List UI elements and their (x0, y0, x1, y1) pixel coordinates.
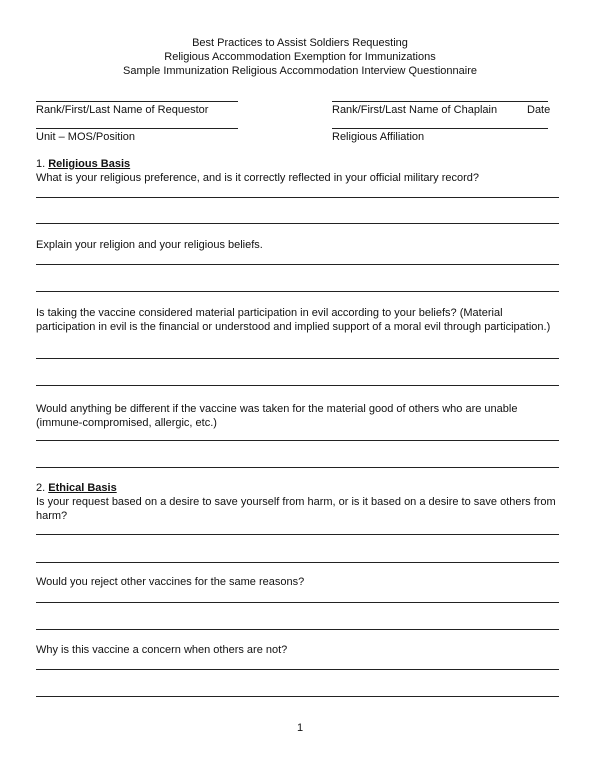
date-label: Date (527, 104, 551, 116)
chaplain-name-line[interactable] (332, 101, 548, 102)
section-title: Ethical Basis (48, 482, 117, 494)
requestor-name-label: Rank/First/Last Name of Requestor (36, 104, 209, 116)
requestor-name-line[interactable] (36, 101, 238, 102)
document-title-line-1: Best Practices to Assist Soldiers Requesting (192, 37, 408, 49)
question-reject-other-vaccines: Would you reject other vaccines for the same reasons? (36, 576, 305, 588)
question-material-participation: Is taking the vaccine considered material participation in evil according to your beliefs? (Material participation in evil is the financial or understood and implied support of a moral evil through participation.) (36, 307, 551, 333)
answer-line[interactable] (36, 264, 559, 265)
unit-mos-line[interactable] (36, 128, 238, 129)
religious-affiliation-label: Religious Affiliation (332, 131, 425, 143)
answer-line[interactable] (36, 467, 559, 468)
answer-line[interactable] (36, 629, 559, 630)
answer-line[interactable] (36, 602, 559, 603)
question-explain-religion: Explain your religion and your religious beliefs. (36, 239, 263, 251)
answer-line[interactable] (36, 696, 559, 697)
answer-line[interactable] (36, 197, 559, 198)
question-harm-motivation: Is your request based on a desire to save yourself from harm, or is it based on a desire to save others from harm? (36, 496, 556, 522)
document-title-line-2: Religious Accommodation Exemption for Immunizations (164, 51, 436, 63)
section-title: Religious Basis (48, 158, 131, 170)
answer-line[interactable] (36, 534, 559, 535)
question-religious-preference: What is your religious preference, and is it correctly reflected in your official military record? (36, 172, 480, 184)
section-number: 1. (36, 158, 49, 170)
answer-line[interactable] (36, 669, 559, 670)
answer-line[interactable] (36, 358, 559, 359)
answer-line[interactable] (36, 562, 559, 563)
religious-affiliation-line[interactable] (332, 128, 548, 129)
answer-line[interactable] (36, 223, 559, 224)
section-religious-basis (36, 157, 130, 171)
answer-line[interactable] (36, 440, 559, 441)
chaplain-name-label: Rank/First/Last Name of Chaplain (332, 104, 498, 116)
question-material-good-of-others: Would anything be different if the vaccine was taken for the material good of others who are unable (immune-compromised, allergic, etc.) (36, 403, 518, 429)
unit-mos-label: Unit – MOS/Position (36, 131, 136, 143)
page-number: 1 (296, 722, 304, 734)
section-ethical-basis (36, 481, 117, 495)
section-number: 2. (36, 482, 49, 494)
answer-line[interactable] (36, 291, 559, 292)
question-vaccine-concern: Why is this vaccine a concern when others are not? (36, 644, 288, 656)
document-title-line-3: Sample Immunization Religious Accommodation Interview Questionnaire (122, 65, 477, 77)
answer-line[interactable] (36, 385, 559, 386)
